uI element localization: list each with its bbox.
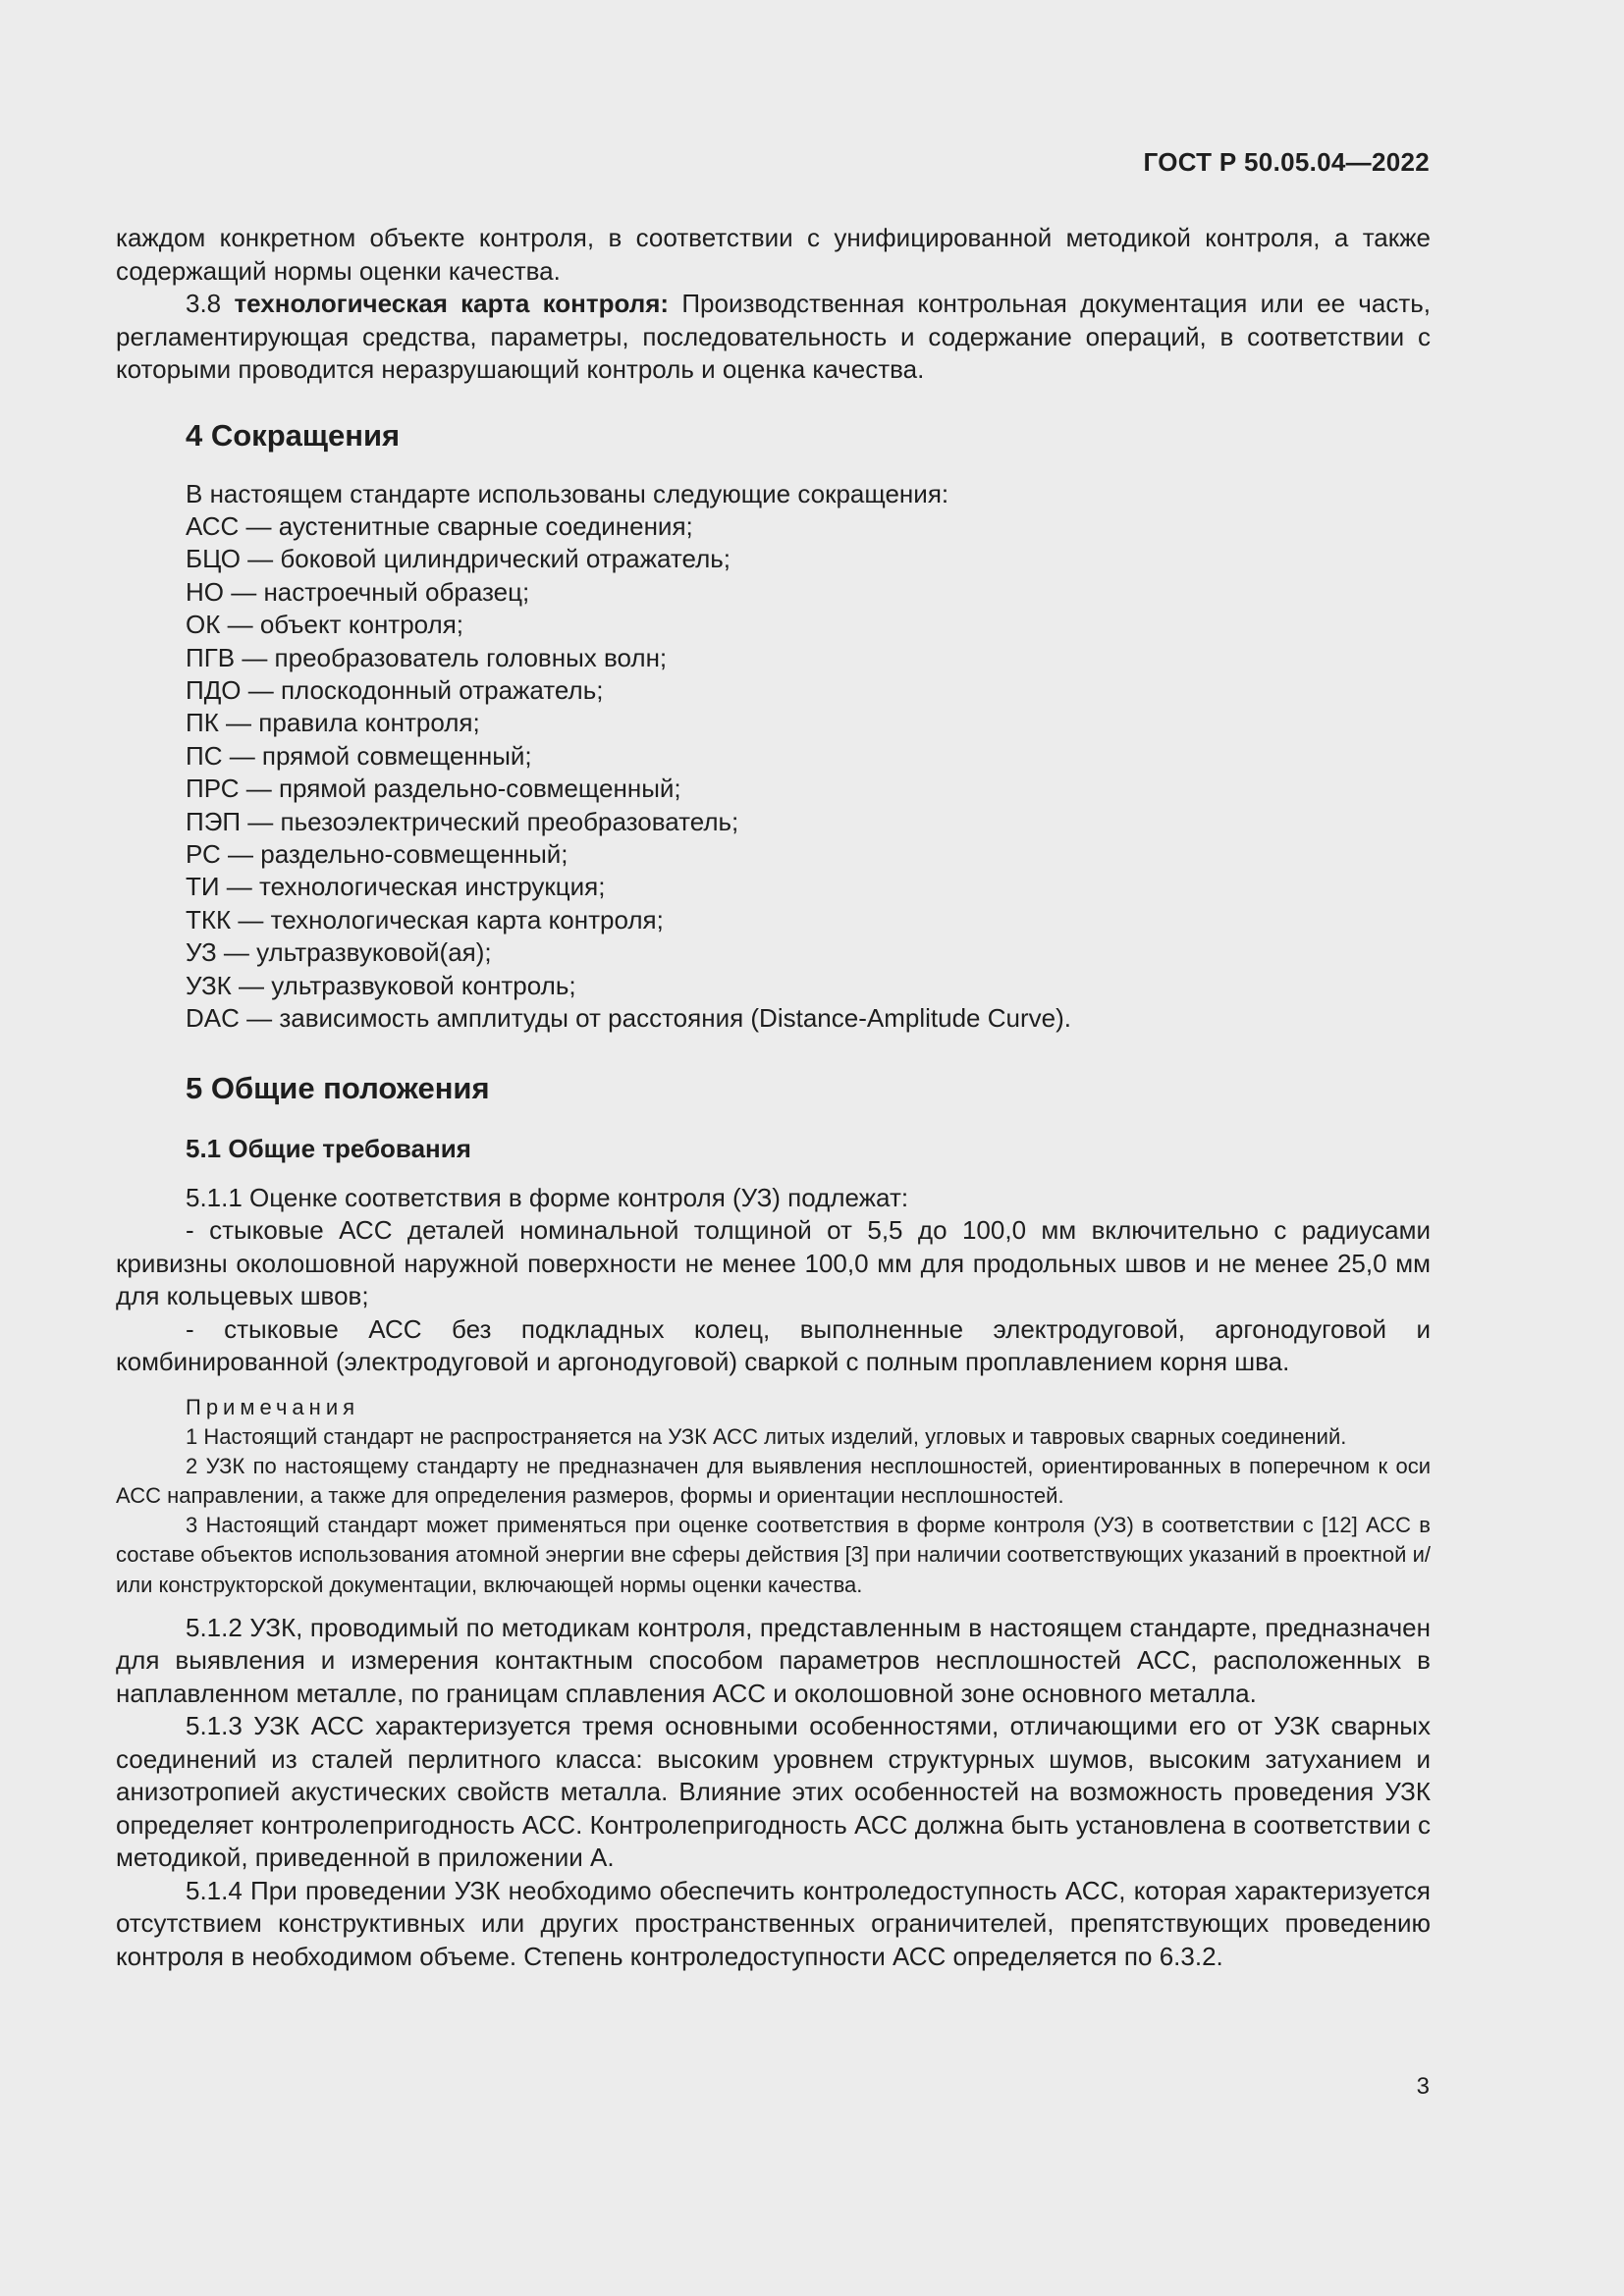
abbreviation-item: ПДО — плоскодонный отражатель; [186, 675, 604, 706]
paragraph-5-1-3: 5.1.3 УЗК АСС характеризуется тремя основными особенностями, отличающими его от УЗК сварных соединений из сталей перлитного класса: высоким уровнем структурных шумов, высоким затуханием и анизотропией акустических свойств металла. Влияние этих особенностей на возможность проведения УЗК определяет контролепригодность АСС. Контролепригодность АСС должна быть установлена в соответствии с методикой, приведенной в приложении А. [116, 1711, 1431, 1873]
note-1: 1 Настоящий стандарт не распространяется на УЗК АСС литых изделий, угловых и тавровых сварных соединений. [186, 1423, 1347, 1449]
note-2: 2 УЗК по настоящему стандарту не предназначен для выявления несплошностей, ориентированных в поперечном к оси АСС направлении, а также для определения размеров, формы и ориентации несплошностей. [116, 1453, 1431, 1508]
abbreviation-item: АСС — аустенитные сварные соединения; [186, 511, 693, 541]
abbreviation-item: ПК — правила контроля; [186, 708, 480, 738]
section-5-title: 5 Общие положения [186, 1070, 490, 1105]
abbreviation-item: ТКК — технологическая карта контроля; [186, 904, 664, 934]
notes-block [116, 1393, 1431, 1600]
abbreviation-item: ПРС — прямой раздельно-совмещенный; [186, 774, 681, 804]
paragraph-5-1-1: 5.1.1 Оценке соответствия в форме контроля (УЗ) подлежат: [186, 1182, 909, 1212]
abbreviations-list [186, 510, 1431, 1036]
abbreviation-item: УЗК — ультразвуковой контроль; [186, 970, 576, 1000]
paragraph-5-1-1-item-a: - стыковые АСС деталей номинальной толщиной от 5,5 до 100,0 мм включительно с радиусами кривизны околошовной наружной поверхности не менее 100,0 мм для продольных швов и не менее 25,0 мм для кольцевых швов; [116, 1215, 1431, 1310]
abbreviation-item: ПС — прямой совмещенный; [186, 740, 532, 771]
abbreviation-item: РС — раздельно-совмещенный; [186, 839, 568, 870]
note-3: 3 Настоящий стандарт может применяться при оценке соответствия в форме контроля (УЗ) в соответствии с [12] АСС в составе объектов использования атомной энергии вне сферы действия [3] при наличии соответствующих указаний в проектной и/или конструкторской документации, включающей нормы оценки качества. [116, 1513, 1431, 1597]
paragraph-5-1-1-item-b: - стыковые АСС без подкладных колец, выполненные электродуговой, аргонодуговой и комбинированной (электродуговой и аргонодуговой) сваркой с полным проплавлением корня шва. [116, 1313, 1431, 1376]
page-number: 3 [1416, 2073, 1430, 2100]
abbreviation-item: ПГВ — преобразователь головных волн; [186, 642, 668, 672]
abbreviation-item: УЗ — ультразвуковой(ая); [186, 937, 492, 968]
abbreviation-item: ТИ — технологическая инструкция; [186, 872, 606, 902]
document-header: ГОСТ Р 50.05.04—2022 [1143, 147, 1430, 177]
abbreviation-item: ОК — объект контроля; [186, 610, 464, 640]
intro-continuation: каждом конкретном объекте контроля, в соответствии с унифицированной методикой контроля, а также содержащий нормы оценки качества. [116, 223, 1431, 286]
definition-number: 3.8 [186, 289, 235, 318]
paragraph-5-1-2: 5.1.2 УЗК, проводимый по методикам контроля, представленным в настоящем стандарте, предназначен для выявления и измерения контактным способом параметров несплошностей АСС, расположенных в наплавленном металле, по границам сплавления АСС и околошовной зоне основного металла. [116, 1612, 1431, 1708]
notes-title: Примечания [186, 1394, 360, 1419]
abbreviation-item: DAC — зависимость амплитуды от расстояния (Distance-Amplitude Curve). [186, 1003, 1071, 1034]
abbreviation-item: БЦО — боковой цилиндрический отражатель; [186, 544, 731, 574]
paragraph-5-1-4: 5.1.4 При проведении УЗК необходимо обеспечить контроледоступность АСС, которая характеризуется отсутствием конструктивных или других пространственных ограничителей, препятствующих проведению контроля в необходимом объеме. Степень контроледоступности АСС определяется по 6.3.2. [116, 1875, 1431, 1971]
abbreviations-lead: В настоящем стандарте использованы следующие сокращения: [186, 478, 949, 508]
definition-term: технологическая карта контроля: [234, 289, 670, 318]
document-body [116, 222, 1431, 1973]
abbreviation-item: ПЭП — пьезоэлектрический преобразователь; [186, 806, 739, 836]
definition-text: Производственная контрольная документация или ее часть, регламентирующая средства, параметры, последовательность и содержание операций, в соответствии с которыми проводится неразрушающий контроль и оценка качества. [116, 289, 1431, 384]
section-4-title: 4 Сокращения [186, 417, 401, 453]
subsection-5-1-title: 5.1 Общие требования [186, 1133, 471, 1163]
abbreviation-item: НО — настроечный образец; [186, 576, 530, 607]
definition-3-8 [116, 288, 1431, 387]
